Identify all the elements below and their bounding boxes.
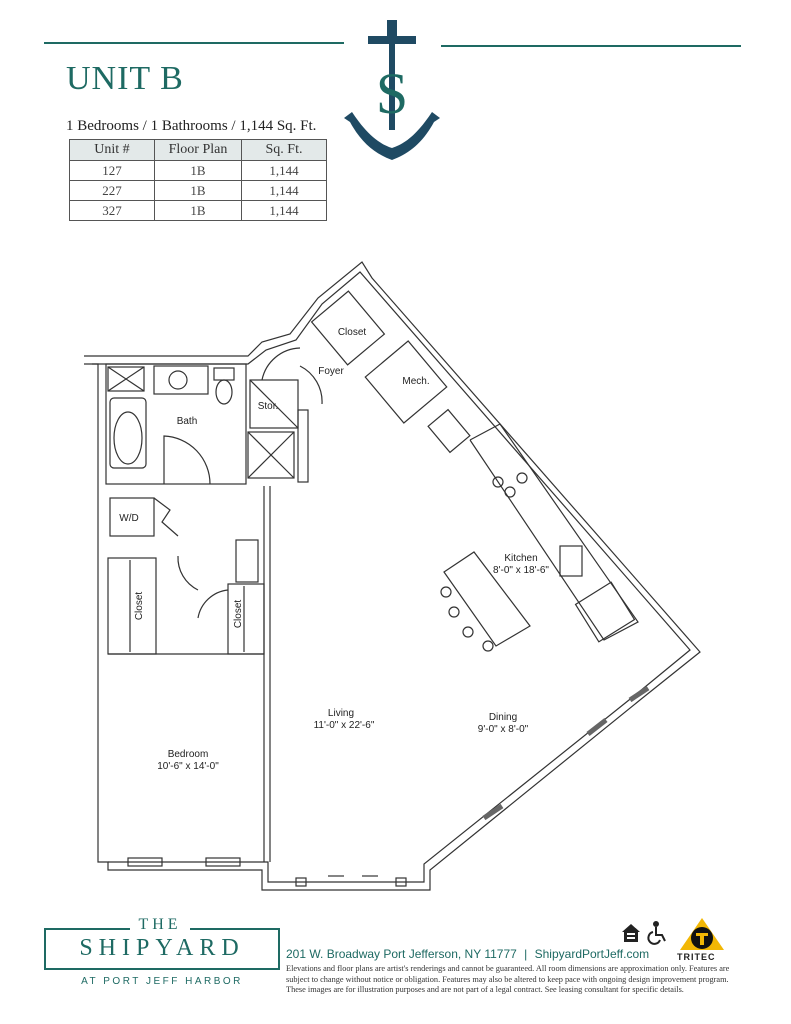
tub-icon [110,398,146,468]
anchor-icon [338,18,448,164]
room-label-mech: Mech. [402,376,430,387]
floor-plan: 1B [155,201,242,221]
room-dims-dining: 9'-0" x 8'-0" [477,724,529,735]
room-label-living: Living [327,708,355,719]
outer-wall [84,262,700,890]
kitchen-sink [560,546,582,576]
page-title: UNIT B [66,60,184,97]
unit-summary: 1 Bedrooms / 1 Bathrooms / 1,144 Sq. Ft. [66,118,317,134]
table-header-row [70,140,327,161]
unit-number: 327 [70,201,155,221]
column-header: Floor Plan [155,140,242,161]
toilet-tank [214,368,234,380]
address: 201 W. Broadway Port Jefferson, NY 11777 [286,947,517,961]
column-header: Sq. Ft. [242,140,327,161]
room-label-wd: W/D [119,513,139,524]
toilet-icon [216,380,232,404]
room-label-closet-left: Closet [134,591,145,621]
room-dims-bedroom: 10'-6" x 14'-0" [157,761,219,772]
room-label-kitchen: Kitchen [504,553,538,564]
column-header: Unit # [70,140,155,161]
disclaimer: Elevations and floor plans are artist's renderings and cannot be guaranteed. All room dimensions are approximation only. Features are subject to change without notice or obligation. Features may also be altered to keep pace with ongoing design improvement program. These images are for illustration purposes and are not part of a legal contract. See leasing consultant for specific details. [286,964,730,994]
unit-table [69,139,327,221]
address-line [286,947,649,961]
sink-icon [169,371,187,389]
room-label-dining: Dining [488,712,518,723]
brand-logo-subtitle: AT PORT JEFF HARBOR [81,976,243,987]
website-link[interactable]: ShipyardPortJeff.com [534,947,650,961]
room-label-bath: Bath [176,416,198,427]
unit-number: 227 [70,181,155,201]
brand-logo-the [0,916,320,934]
tritec-logo-icon [680,918,724,950]
room-dims-kitchen: 8'-0" x 18'-6" [493,565,549,576]
equal-housing-icon [622,924,640,942]
accessibility-icon [648,922,665,944]
square-feet: 1,144 [242,201,327,221]
header-rule-left [44,42,344,44]
table-row [70,161,327,181]
table-row [70,181,327,201]
square-feet: 1,144 [242,161,327,181]
brand-logo-the-text: THE [130,916,189,933]
brand-logo-name: SHIPYARD [79,935,245,961]
vanity [154,366,208,394]
floor-plan [0,250,791,900]
square-feet: 1,144 [242,181,327,201]
room-label-closet-right: Closet [233,599,244,629]
room-dims-living: 11'-0" x 22'-6" [313,720,375,731]
floor-plan: 1B [155,181,242,201]
table-row [70,201,327,221]
separator: | [524,947,528,961]
floor-plan: 1B [155,161,242,181]
room-label-storage: Stor. [257,401,279,412]
kitchen-counter [470,424,638,640]
closet-left-wall [108,558,156,654]
unit-number: 127 [70,161,155,181]
header-rule-right [441,45,741,47]
room-label-bedroom: Bedroom [167,749,209,760]
room-label-foyer: Foyer [318,366,344,377]
logo-letter: S [375,61,409,126]
room-label-closet-top: Closet [337,327,367,338]
developer-name: TRITEC [677,952,716,962]
